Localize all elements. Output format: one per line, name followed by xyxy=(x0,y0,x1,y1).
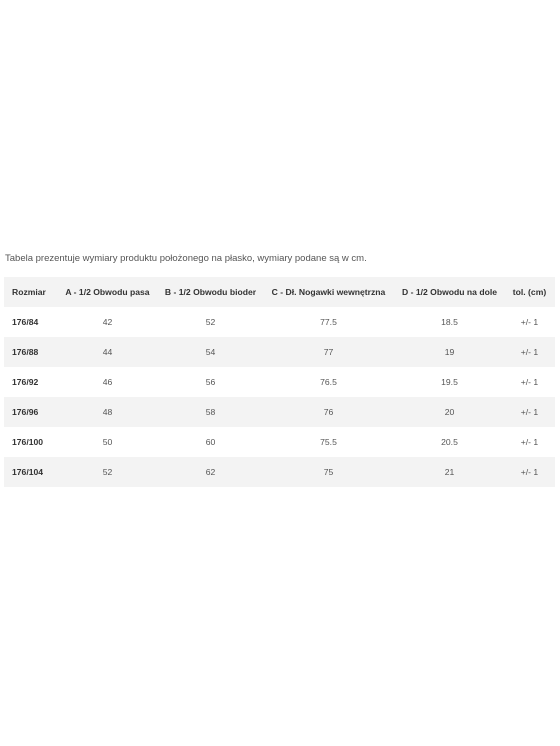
table-row xyxy=(4,337,555,367)
cell-size: 176/84 xyxy=(12,317,39,327)
cell-hips: 56 xyxy=(205,377,216,387)
table-row xyxy=(4,367,555,397)
cell-size: 176/88 xyxy=(12,347,39,357)
cell-hem: 19.5 xyxy=(441,377,458,387)
cell-size: 176/96 xyxy=(12,407,39,417)
cell-size: 176/92 xyxy=(12,377,39,387)
cell-tolerance: +/- 1 xyxy=(520,377,539,387)
cell-inseam: 76 xyxy=(323,407,334,417)
cell-hips: 54 xyxy=(205,347,216,357)
cell-waist: 48 xyxy=(102,407,113,417)
table-caption: Tabela prezentuje wymiary produktu położonego na płasko, wymiary podane są w cm. xyxy=(5,253,367,264)
cell-hem: 19 xyxy=(444,347,455,357)
table-row xyxy=(4,427,555,457)
cell-hips: 62 xyxy=(205,467,216,477)
cell-hem: 20.5 xyxy=(441,437,458,447)
cell-inseam: 77 xyxy=(323,347,334,357)
cell-hem: 20 xyxy=(444,407,455,417)
cell-waist: 52 xyxy=(102,467,113,477)
header-hem: D - 1/2 Obwodu na dole xyxy=(401,287,497,297)
header-tolerance: tol. (cm) xyxy=(512,287,547,297)
cell-inseam: 75 xyxy=(323,467,334,477)
cell-hips: 60 xyxy=(205,437,216,447)
cell-tolerance: +/- 1 xyxy=(520,317,539,327)
header-waist: A - 1/2 Obwodu pasa xyxy=(65,287,150,297)
header-row xyxy=(4,277,555,307)
cell-waist: 44 xyxy=(102,347,113,357)
table-row xyxy=(4,457,555,487)
cell-waist: 50 xyxy=(102,437,113,447)
cell-size: 176/104 xyxy=(12,467,44,477)
cell-hem: 18.5 xyxy=(441,317,458,327)
cell-inseam: 76.5 xyxy=(320,377,337,387)
size-table xyxy=(4,277,555,487)
cell-tolerance: +/- 1 xyxy=(520,437,539,447)
cell-tolerance: +/- 1 xyxy=(520,407,539,417)
cell-inseam: 77.5 xyxy=(320,317,337,327)
cell-tolerance: +/- 1 xyxy=(520,347,539,357)
cell-hem: 21 xyxy=(444,467,455,477)
cell-inseam: 75.5 xyxy=(320,437,337,447)
cell-waist: 42 xyxy=(102,317,113,327)
header-size: Rozmiar xyxy=(12,287,46,297)
table-row xyxy=(4,307,555,337)
cell-hips: 52 xyxy=(205,317,216,327)
header-hips: B - 1/2 Obwodu bioder xyxy=(164,287,257,297)
table-row xyxy=(4,397,555,427)
cell-tolerance: +/- 1 xyxy=(520,467,539,477)
cell-size: 176/100 xyxy=(12,437,44,447)
cell-waist: 46 xyxy=(102,377,113,387)
cell-hips: 58 xyxy=(205,407,216,417)
header-inseam: C - Dł. Nogawki wewnętrzna xyxy=(271,287,386,297)
